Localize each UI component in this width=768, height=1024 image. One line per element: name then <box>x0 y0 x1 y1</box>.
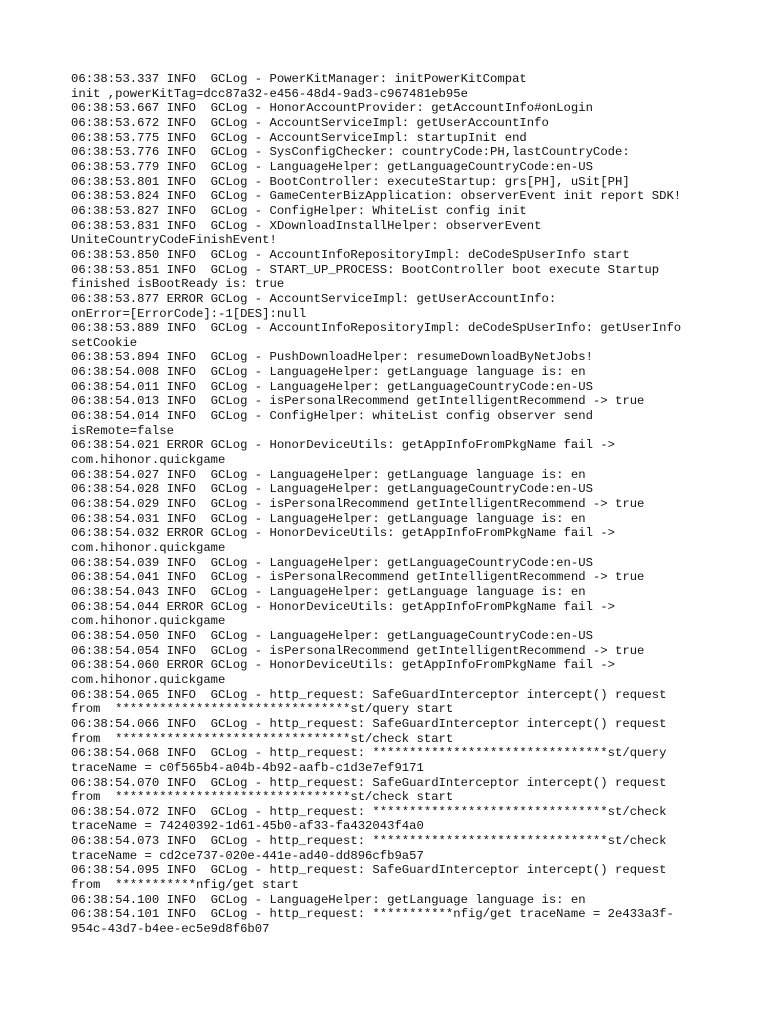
log-line: 06:38:53.801 INFO GCLog - BootController: executeStartup: grs[PH], uSit[PH] <box>71 174 630 189</box>
log-line: 06:38:54.050 INFO GCLog - LanguageHelper: getLanguageCountryCode:en-US <box>71 628 593 643</box>
log-line: 06:38:54.065 INFO GCLog - http_request: SafeGuardInterceptor intercept() request <box>71 687 667 702</box>
log-line: 06:38:54.031 INFO GCLog - LanguageHelper: getLanguage language is: en <box>71 511 586 526</box>
log-line: traceName = cd2ce737-020e-441e-ad40-dd896cfb9a57 <box>71 848 424 863</box>
log-line: 06:38:54.014 INFO GCLog - ConfigHelper: whiteList config observer send <box>71 409 593 424</box>
log-line: from ***********nfig/get start <box>71 878 299 893</box>
log-line: 06:38:54.032 ERROR GCLog - HonorDeviceUtils: getAppInfoFromPkgName fail -> <box>71 526 615 541</box>
log-line: from ********************************st/check start <box>71 731 454 746</box>
log-line: 06:38:53.824 INFO GCLog - GameCenterBizApplication: observerEvent init report SDK! <box>71 189 682 204</box>
log-line: 954c-43d7-b4ee-ec5e9d8f6b07 <box>71 922 270 937</box>
log-line: 06:38:53.851 INFO GCLog - START_UP_PROCESS: BootController boot execute Startup <box>71 262 660 277</box>
log-document <box>71 72 711 937</box>
log-line: 06:38:54.008 INFO GCLog - LanguageHelper: getLanguage language is: en <box>71 365 586 380</box>
log-line: 06:38:54.044 ERROR GCLog - HonorDeviceUtils: getAppInfoFromPkgName fail -> <box>71 599 615 614</box>
log-line: setCookie <box>71 335 138 350</box>
log-line: traceName = 74240392-1d61-45b0-af33-fa432043f4a0 <box>71 819 424 834</box>
log-line: from ********************************st/query start <box>71 702 454 717</box>
log-line: 06:38:54.101 INFO GCLog - http_request: ***********nfig/get traceName = 2e433a3f- <box>71 907 674 922</box>
log-line: 06:38:54.029 INFO GCLog - isPersonalRecommend getIntelligentRecommend -> true <box>71 497 645 512</box>
log-line: 06:38:53.667 INFO GCLog - HonorAccountProvider: getAccountInfo#onLogin <box>71 101 593 116</box>
log-line: isRemote=false <box>71 423 174 438</box>
log-line: 06:38:53.889 INFO GCLog - AccountInfoRepositoryImpl: deCodeSpUserInfo: getUserInfo <box>71 321 682 336</box>
log-line: 06:38:54.041 INFO GCLog - isPersonalRecommend getIntelligentRecommend -> true <box>71 570 645 585</box>
log-line: 06:38:53.672 INFO GCLog - AccountServiceImpl: getUserAccountInfo <box>71 115 549 130</box>
log-line: 06:38:53.337 INFO GCLog - PowerKitManager: initPowerKitCompat <box>71 72 527 86</box>
log-line: 06:38:54.095 INFO GCLog - http_request: SafeGuardInterceptor intercept() request <box>71 863 667 878</box>
log-line: 06:38:53.779 INFO GCLog - LanguageHelper: getLanguageCountryCode:en-US <box>71 159 593 174</box>
log-line: 06:38:54.054 INFO GCLog - isPersonalRecommend getIntelligentRecommend -> true <box>71 643 645 658</box>
log-line: 06:38:54.070 INFO GCLog - http_request: SafeGuardInterceptor intercept() request <box>71 775 667 790</box>
log-line: 06:38:54.072 INFO GCLog - http_request: ********************************st/check <box>71 804 667 819</box>
log-line: from ********************************st/check start <box>71 790 454 805</box>
log-line: 06:38:54.043 INFO GCLog - LanguageHelper: getLanguage language is: en <box>71 584 586 599</box>
log-line: finished isBootReady is: true <box>71 277 285 292</box>
log-line: onError=[ErrorCode]:-1[DES]:null <box>71 306 307 321</box>
log-line: 06:38:54.011 INFO GCLog - LanguageHelper: getLanguageCountryCode:en-US <box>71 379 593 394</box>
log-line: traceName = c0f565b4-a04b-4b92-aafb-c1d3e7ef9171 <box>71 760 424 775</box>
log-line: 06:38:54.027 INFO GCLog - LanguageHelper: getLanguage language is: en <box>71 467 586 482</box>
log-line: UniteCountryCodeFinishEvent! <box>71 233 277 248</box>
log-line: com.hihonor.quickgame <box>71 541 226 555</box>
log-line: com.hihonor.quickgame <box>71 453 226 468</box>
log-line: 06:38:54.066 INFO GCLog - http_request: SafeGuardInterceptor intercept() request <box>71 716 667 731</box>
log-line: 06:38:54.013 INFO GCLog - isPersonalRecommend getIntelligentRecommend -> true <box>71 394 645 409</box>
log-line: 06:38:53.775 INFO GCLog - AccountServiceImpl: startupInit end <box>71 130 527 145</box>
log-line: 06:38:53.831 INFO GCLog - XDownloadInstallHelper: observerEvent <box>71 218 542 233</box>
log-line: 06:38:54.021 ERROR GCLog - HonorDeviceUtils: getAppInfoFromPkgName fail -> <box>71 438 615 453</box>
log-line: 06:38:54.028 INFO GCLog - LanguageHelper: getLanguageCountryCode:en-US <box>71 482 593 497</box>
log-line: 06:38:54.068 INFO GCLog - http_request: ********************************st/query <box>71 746 667 761</box>
log-line: init ,powerKitTag=dcc87a32-e456-48d4-9ad3-c967481eb95e <box>71 86 468 101</box>
log-line: 06:38:54.100 INFO GCLog - LanguageHelper: getLanguage language is: en <box>71 892 586 907</box>
log-line: com.hihonor.quickgame <box>71 672 226 687</box>
log-line: 06:38:54.073 INFO GCLog - http_request: ********************************st/check <box>71 834 667 849</box>
log-line: 06:38:53.877 ERROR GCLog - AccountServiceImpl: getUserAccountInfo: <box>71 291 557 306</box>
log-line: com.hihonor.quickgame <box>71 614 226 629</box>
log-line: 06:38:53.827 INFO GCLog - ConfigHelper: WhiteList config init <box>71 203 527 218</box>
log-line: 06:38:54.060 ERROR GCLog - HonorDeviceUtils: getAppInfoFromPkgName fail -> <box>71 658 615 673</box>
log-line: 06:38:53.776 INFO GCLog - SysConfigChecker: countryCode:PH,lastCountryCode: <box>71 145 630 160</box>
log-line: 06:38:54.039 INFO GCLog - LanguageHelper: getLanguageCountryCode:en-US <box>71 555 593 570</box>
log-line: 06:38:53.850 INFO GCLog - AccountInfoRepositoryImpl: deCodeSpUserInfo start <box>71 247 630 262</box>
log-line: 06:38:53.894 INFO GCLog - PushDownloadHelper: resumeDownloadByNetJobs! <box>71 350 593 365</box>
